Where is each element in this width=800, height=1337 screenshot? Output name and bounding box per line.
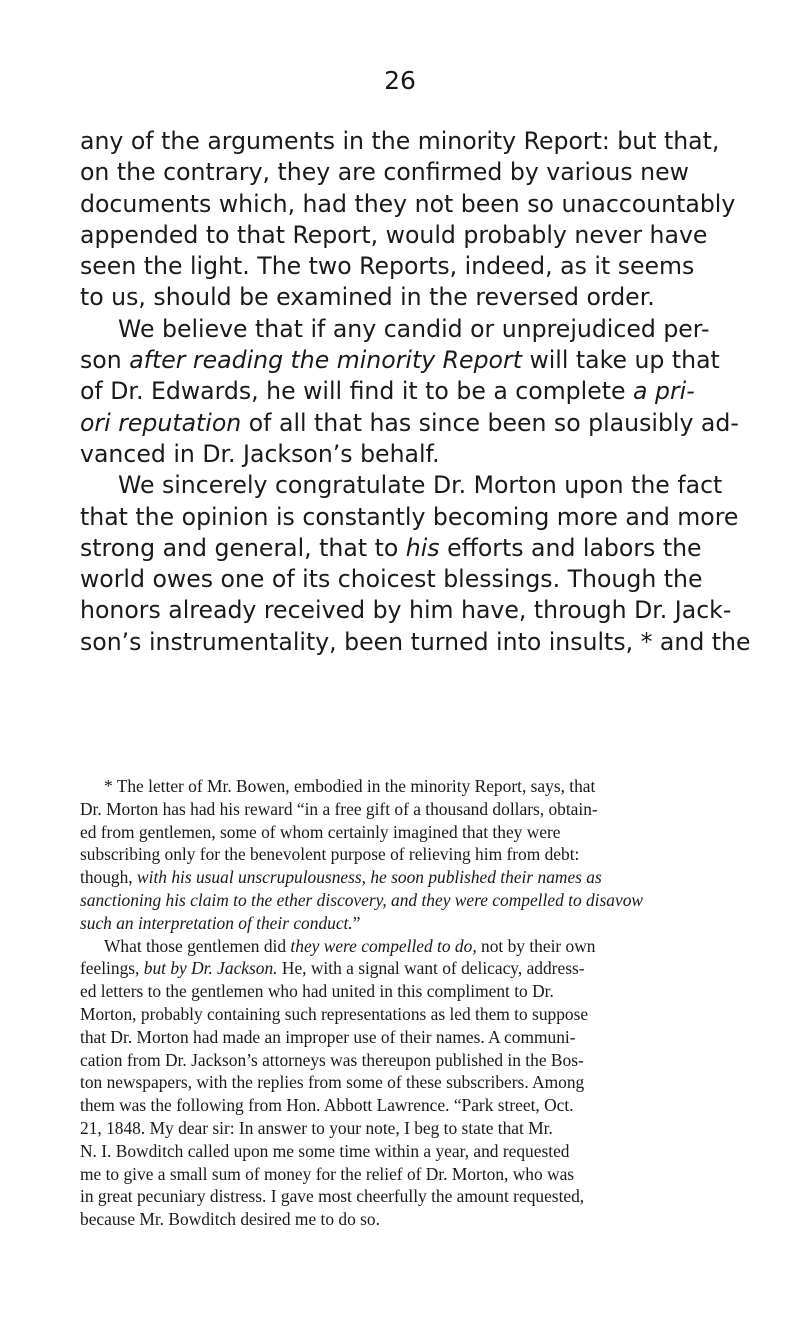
body-italic-run: ori reputation (80, 408, 242, 437)
footnote-line: Morton, probably containing such representations as led them to suppose (80, 1003, 589, 1024)
body-line: to us, should be examined in the reversed order. (80, 283, 655, 312)
body-line: on the contrary, they are confirmed by various new (80, 158, 689, 187)
footnote-line: subscribing only for the benevolent purpose of relieving him from debt: (80, 844, 580, 865)
body-line: any of the arguments in the minority Report: but that, (80, 127, 720, 155)
body-line (80, 376, 720, 407)
footnote-line: ed from gentlemen, some of whom certainly imagined that they were (80, 821, 561, 842)
footnote-text-run: He, with a signal want of delicacy, address- (277, 958, 585, 979)
footnote-italic-run: they were compelled to do, (290, 935, 477, 956)
footnote-italic-run: sanctioning his claim to the ether discovery, and they were compelled to disavow (80, 889, 643, 910)
body-text-run: efforts and labors the (439, 533, 702, 562)
footnote-line (80, 957, 720, 980)
footnote-line (80, 866, 720, 889)
body-line: We sincerely congratulate Dr. Morton upon the fact (118, 471, 723, 500)
page-number: 26 (384, 66, 416, 95)
footnote-line: N. I. Bowditch called upon me some time within a year, and requested (80, 1140, 570, 1161)
body-text-run: strong and general, that to (80, 533, 406, 562)
footnote-line (80, 889, 720, 912)
closing-quote: ” (352, 912, 361, 933)
footnote-line (80, 912, 720, 935)
body-italic-run: after reading the minority Report (129, 346, 522, 375)
footnote-italic-run: but by Dr. Jackson. (143, 958, 278, 979)
body-line: appended to that Report, would probably never have (80, 220, 708, 249)
footnote-text-run: not by their own (476, 935, 596, 956)
footnote-line: that Dr. Morton had made an improper use of their names. A communi- (80, 1026, 576, 1047)
footnote-italic-run: such an interpretation of their conduct. (80, 912, 353, 933)
footnote-text-run: What those gentlemen did (104, 935, 291, 956)
footnote-line: me to give a small sum of money for the relief of Dr. Morton, who was (80, 1163, 575, 1184)
footnote-line: them was the following from Hon. Abbott Lawrence. “Park street, Oct. (80, 1095, 574, 1116)
body-line: seen the light. The two Reports, indeed, as it seems (80, 252, 695, 281)
footnote-line: 21, 1848. My dear sir: In answer to your note, I beg to state that Mr. (80, 1117, 553, 1138)
body-line (80, 533, 720, 564)
body-line: that the opinion is constantly becoming more and more (80, 502, 739, 531)
footnote-line (80, 935, 720, 958)
body-text-run: son (80, 346, 130, 375)
footnote-text-run: feelings, (80, 958, 144, 979)
body-line: honors already received by him have, through Dr. Jack- (80, 596, 732, 625)
footnote-text-run: though, (80, 867, 138, 888)
footnote-line: ton newspapers, with the replies from some of these subscribers. Among (80, 1072, 585, 1093)
footnote-line: because Mr. Bowditch desired me to do so. (80, 1209, 380, 1230)
body-text-run: of Dr. Edwards, he will find it to be a complete (80, 377, 634, 406)
footnote (80, 775, 720, 1231)
body-text (80, 126, 751, 658)
body-line: vanced in Dr. Jackson’s behalf. (80, 439, 440, 468)
body-line (80, 345, 720, 376)
body-line: We believe that if any candid or unprejudiced per- (118, 314, 710, 343)
footnote-line: * The letter of Mr. Bowen, embodied in the minority Report, says, that (104, 776, 596, 796)
body-italic-run: his (405, 533, 440, 562)
footnote-line: ed letters to the gentlemen who had united in this compliment to Dr. (80, 981, 554, 1002)
body-line: documents which, had they not been so unaccountably (80, 189, 736, 218)
body-text-run: of all that has since been so plausibly ad- (241, 408, 739, 437)
footnote-line: cation from Dr. Jackson’s attorneys was thereupon published in the Bos- (80, 1049, 584, 1070)
footnote-italic-run: with his usual unscrupulousness, he soon published their names as (137, 867, 602, 888)
body-italic-run: a pri- (633, 377, 695, 406)
footnote-line: Dr. Morton has had his reward “in a free gift of a thousand dollars, obtain- (80, 798, 598, 819)
body-text-run: will take up that (521, 346, 720, 375)
body-line: world owes one of its choicest blessings. Though the (80, 565, 703, 594)
body-line: son’s instrumentality, been turned into insults, * and the (80, 627, 751, 656)
footnote-line: in great pecuniary distress. I gave most cheerfully the amount requested, (80, 1186, 585, 1207)
body-line (80, 408, 739, 439)
